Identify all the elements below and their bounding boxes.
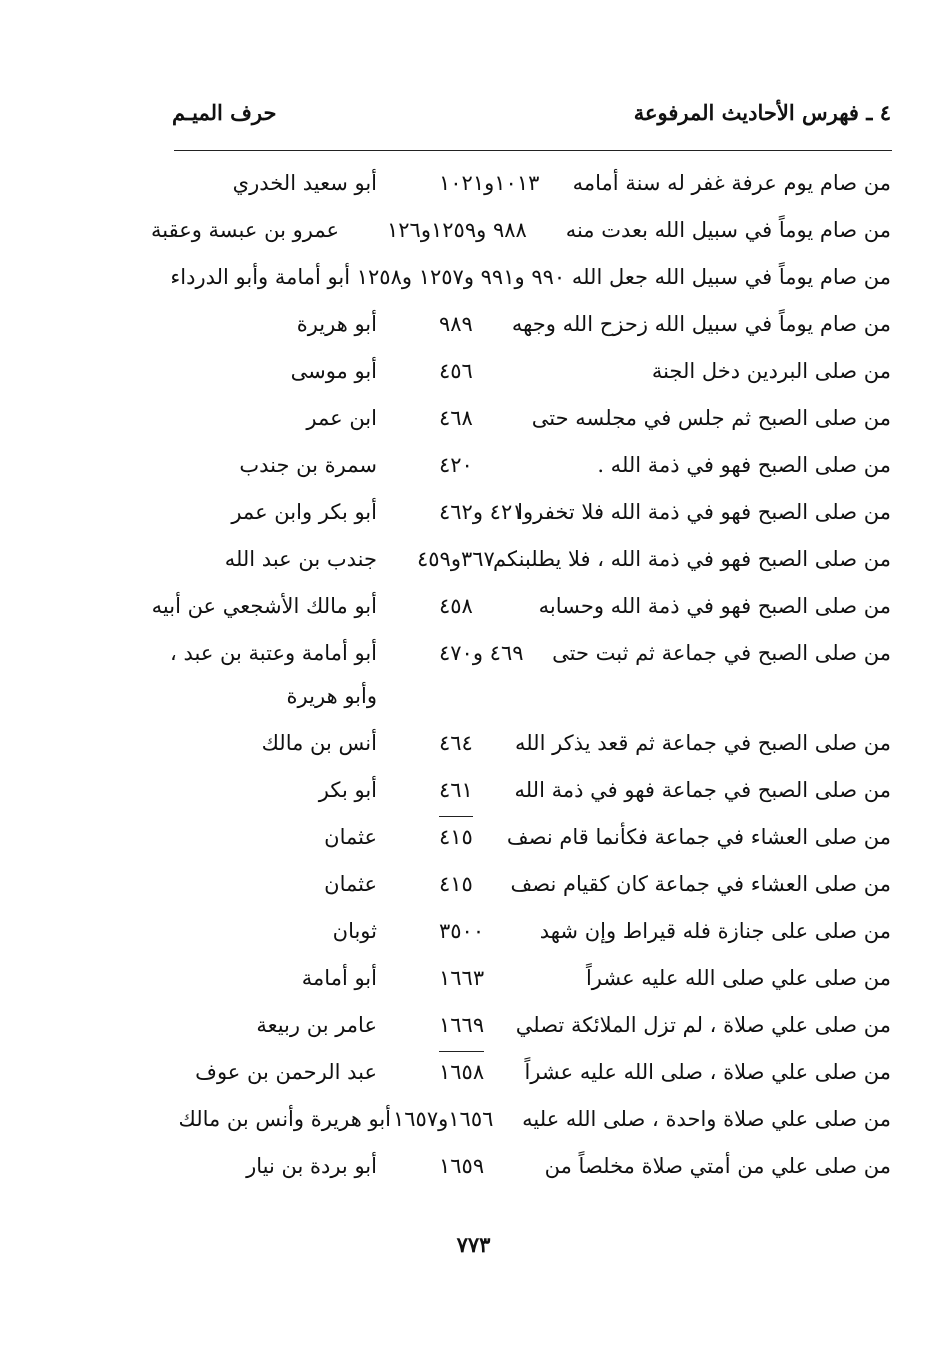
hadith-numbers-wrap [439,1049,549,1096]
narrator: أبو هريرة وأنس بن مالك [178,1107,391,1131]
hadith-numbers: ٤٦١ [439,778,473,802]
narrator: سمرة بن جندب [239,453,377,477]
hadith-numbers: ٤٥٦ [439,359,473,383]
hadith-text: من صام يوماً في سبيل الله زحزح الله وجهه [511,312,891,336]
hadith-numbers: ٣٦٧و٤٥٩ [417,547,495,571]
hadith-text: من صلى الصبح فهو في ذمة الله وحسابه [538,594,891,618]
index-entry [0,489,947,536]
index-entry [0,442,947,489]
narrator: أبو بردة بن نيار [246,1154,377,1178]
hadith-numbers: ١٦٥٨ [439,1051,484,1092]
hadith-numbers: ٤٦٩ و٤٧٠ [439,641,524,665]
narrator: ابن عمر [306,406,377,430]
hadith-text: من صلى الصبح فهو في ذمة الله . [597,453,891,477]
index-entry [0,1002,947,1049]
index-entry [0,254,947,301]
narrator: أبو هريرة [296,312,377,336]
hadith-numbers: ٤٢٠ [439,453,473,477]
index-entry [0,767,947,814]
narrator: عمرو بن عبسة وعقبة [150,218,339,242]
hadith-numbers: ١٦٥٩ [439,1154,485,1178]
narrator: أبو موسى [290,359,377,383]
index-entry [0,348,947,395]
index-entry [0,720,947,767]
index-entry [0,861,947,908]
index-entry [0,1049,947,1096]
hadith-numbers: ٣٥٠٠ [439,919,485,943]
index-entry [0,1096,947,1143]
hadith-numbers: ٤٦٨ [439,406,473,430]
section-title: ٤ ـ فهرس الأحاديث المرفوعة [633,100,891,125]
narrator-continued: وأبو هريرة [286,684,377,708]
hadith-text: من صلى الصبح في جماعة ثم قعد يذكر الله [514,731,891,755]
hadith-text: من صلى الصبح في جماعة ثم ثبت حتى [552,641,891,665]
narrator: أبو أمامة وعتبة بن عبد ، [170,641,377,665]
narrator: أنس بن مالك [261,731,377,755]
hadith-text: من صلى علي صلاة ، لم تزل الملائكة تصلي [515,1013,891,1037]
index-entry [0,583,947,630]
hadith-numbers: ٩٨٩ [439,312,473,336]
index-entry [0,301,947,348]
hadith-text: من صلى علي صلاة واحدة ، صلى الله عليه [522,1107,891,1131]
narrator: عثمان [324,825,377,849]
hadith-numbers: ٤١٥ [439,872,473,896]
index-entry [0,814,947,861]
narrator: عبد الرحمن بن عوف [195,1060,377,1084]
hadith-text: من صام يوم عرفة غفر له سنة أمامه [572,171,891,195]
hadith-text: من صام يوماً في سبيل الله بعدت منه [565,218,891,242]
index-entry [0,395,947,442]
hadith-text: من صلى البردين دخل الجنة [651,359,891,383]
index-entry [0,630,947,720]
index-entry [0,160,947,207]
letter-title: حرف الميـم [172,100,277,125]
hadith-text: من صلى العشاء في جماعة فكأنما قام نصف [506,825,891,849]
hadith-text: من صلى الصبح ثم جلس في مجلسه حتى [531,406,891,430]
hadith-numbers: ١٦٦٣ [439,966,485,990]
hadith-text: من صلى الصبح فهو في ذمة الله فلا تخفروا [517,500,891,524]
hadith-numbers: ٤١٥ [439,816,473,857]
hadith-numbers: ٩٨٨ و١٢٥٩و١٢٦ [387,218,527,242]
narrator: أبو مالك الأشجعي عن أبيه [151,594,377,618]
narrator: عامر بن ربيعة [256,1013,377,1037]
hadith-text: من صلى علي صلى الله عليه عشراً [585,966,891,990]
narrator: أبو بكر [318,778,377,802]
hadith-numbers: ١٠١٣و١٠٢١ [439,171,540,195]
hadith-text: من صلى علي صلاة ، صلى الله عليه عشراً [524,1060,891,1084]
narrator: أبو سعيد الخدري [232,171,377,195]
narrator: جندب بن عبد الله [224,547,377,571]
narrator: أبو بكر وابن عمر [231,500,377,524]
hadith-numbers: ١٦٦٩ [439,1013,485,1037]
hadith-text: من صلى علي من أمتي صلاة مخلصاً من [544,1154,891,1178]
index-entry [0,908,947,955]
hadith-numbers-wrap [439,814,549,861]
index-entry [0,207,947,254]
index-entry [0,1143,947,1190]
header-divider [174,150,892,151]
hadith-numbers: ١٦٥٦و١٦٥٧ [393,1107,494,1131]
hadith-index-list [0,160,947,1190]
hadith-full-line: من صام يوماً في سبيل الله جعل الله ٩٩٠ و٩٩١ و١٢٥٧ و١٢٥٨ أبو أمامة وأبو الدرداء [170,265,891,289]
index-entry [0,536,947,583]
hadith-text: من صلى العشاء في جماعة كان كقيام نصف [510,872,891,896]
hadith-numbers: ٤٦٤ [439,731,473,755]
index-entry [0,955,947,1002]
narrator: عثمان [324,872,377,896]
hadith-numbers: ٤٢١ و٤٦٢ [439,500,524,524]
page-number: ٧٧٣ [456,1232,491,1257]
hadith-text: من صلى الصبح في جماعة فهو في ذمة الله [514,778,891,802]
narrator: أبو أمامة [301,966,377,990]
narrator: ثوبان [332,919,377,943]
hadith-text: من صلى على جنازة فله قيراط وإن شهد [539,919,891,943]
hadith-numbers: ٤٥٨ [439,594,473,618]
hadith-text: من صلى الصبح فهو في ذمة الله ، فلا يطلبنكم [493,547,891,571]
